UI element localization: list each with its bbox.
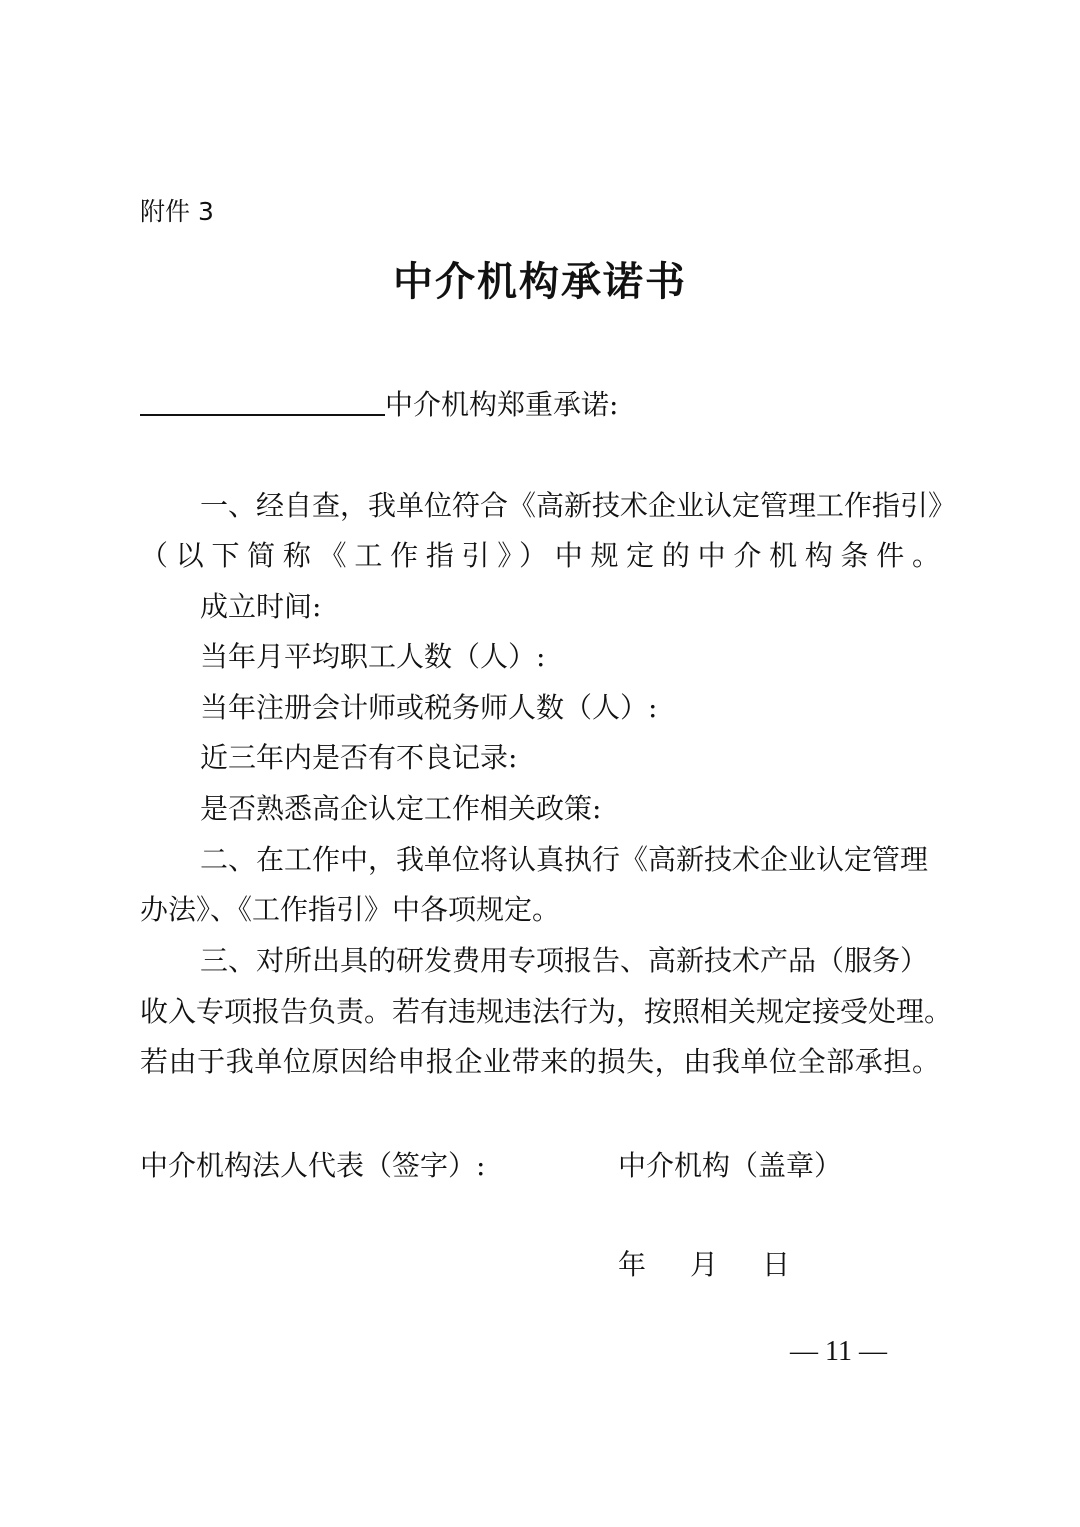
field-bad-record: 近三年内是否有不良记录: — [200, 741, 518, 774]
legal-rep-signature-label: 中介机构法人代表（签字）: — [140, 1149, 486, 1182]
section3-line3: 若由于我单位原因给申报企业带来的损失，由我单位全部承担。 — [140, 1045, 940, 1078]
organization-seal-label: 中介机构（盖章） — [618, 1149, 843, 1182]
field-avg-staff: 当年月平均职工人数（人）: — [200, 640, 546, 673]
section3-line2: 收入专项报告负责。若有违规违法行为，按照相关规定接受处理。 — [140, 995, 953, 1028]
field-cpa-count: 当年注册会计师或税务师人数（人）: — [200, 691, 658, 724]
document-title: 中介机构承诺书 — [393, 259, 687, 305]
attachment-label: 附件 3 — [140, 197, 214, 226]
date-year: 年 — [618, 1248, 647, 1281]
section1-line2: （以下简称《工作指引》）中规定的中介机构条件。 — [140, 539, 940, 572]
intro-line — [140, 384, 618, 425]
section2-line1: 二、在工作中，我单位将认真执行《高新技术企业认定管理 — [200, 843, 929, 876]
field-policy-familiar: 是否熟悉高企认定工作相关政策: — [200, 792, 602, 825]
section2-line2: 办法》、《工作指引》中各项规定。 — [140, 893, 561, 926]
organization-name-blank — [140, 384, 385, 416]
date-day: 日 — [762, 1248, 791, 1281]
field-established: 成立时间: — [200, 590, 322, 623]
section3-line1: 三、对所出具的研发费用专项报告、高新技术产品（服务） — [200, 944, 929, 977]
section1-line1: 一、经自查，我单位符合《高新技术企业认定管理工作指引》 — [200, 489, 957, 522]
page-number: — 11 — — [790, 1336, 887, 1367]
date-month: 月 — [690, 1248, 719, 1281]
intro-text: 中介机构郑重承诺: — [385, 388, 619, 421]
date-line — [618, 1245, 790, 1285]
